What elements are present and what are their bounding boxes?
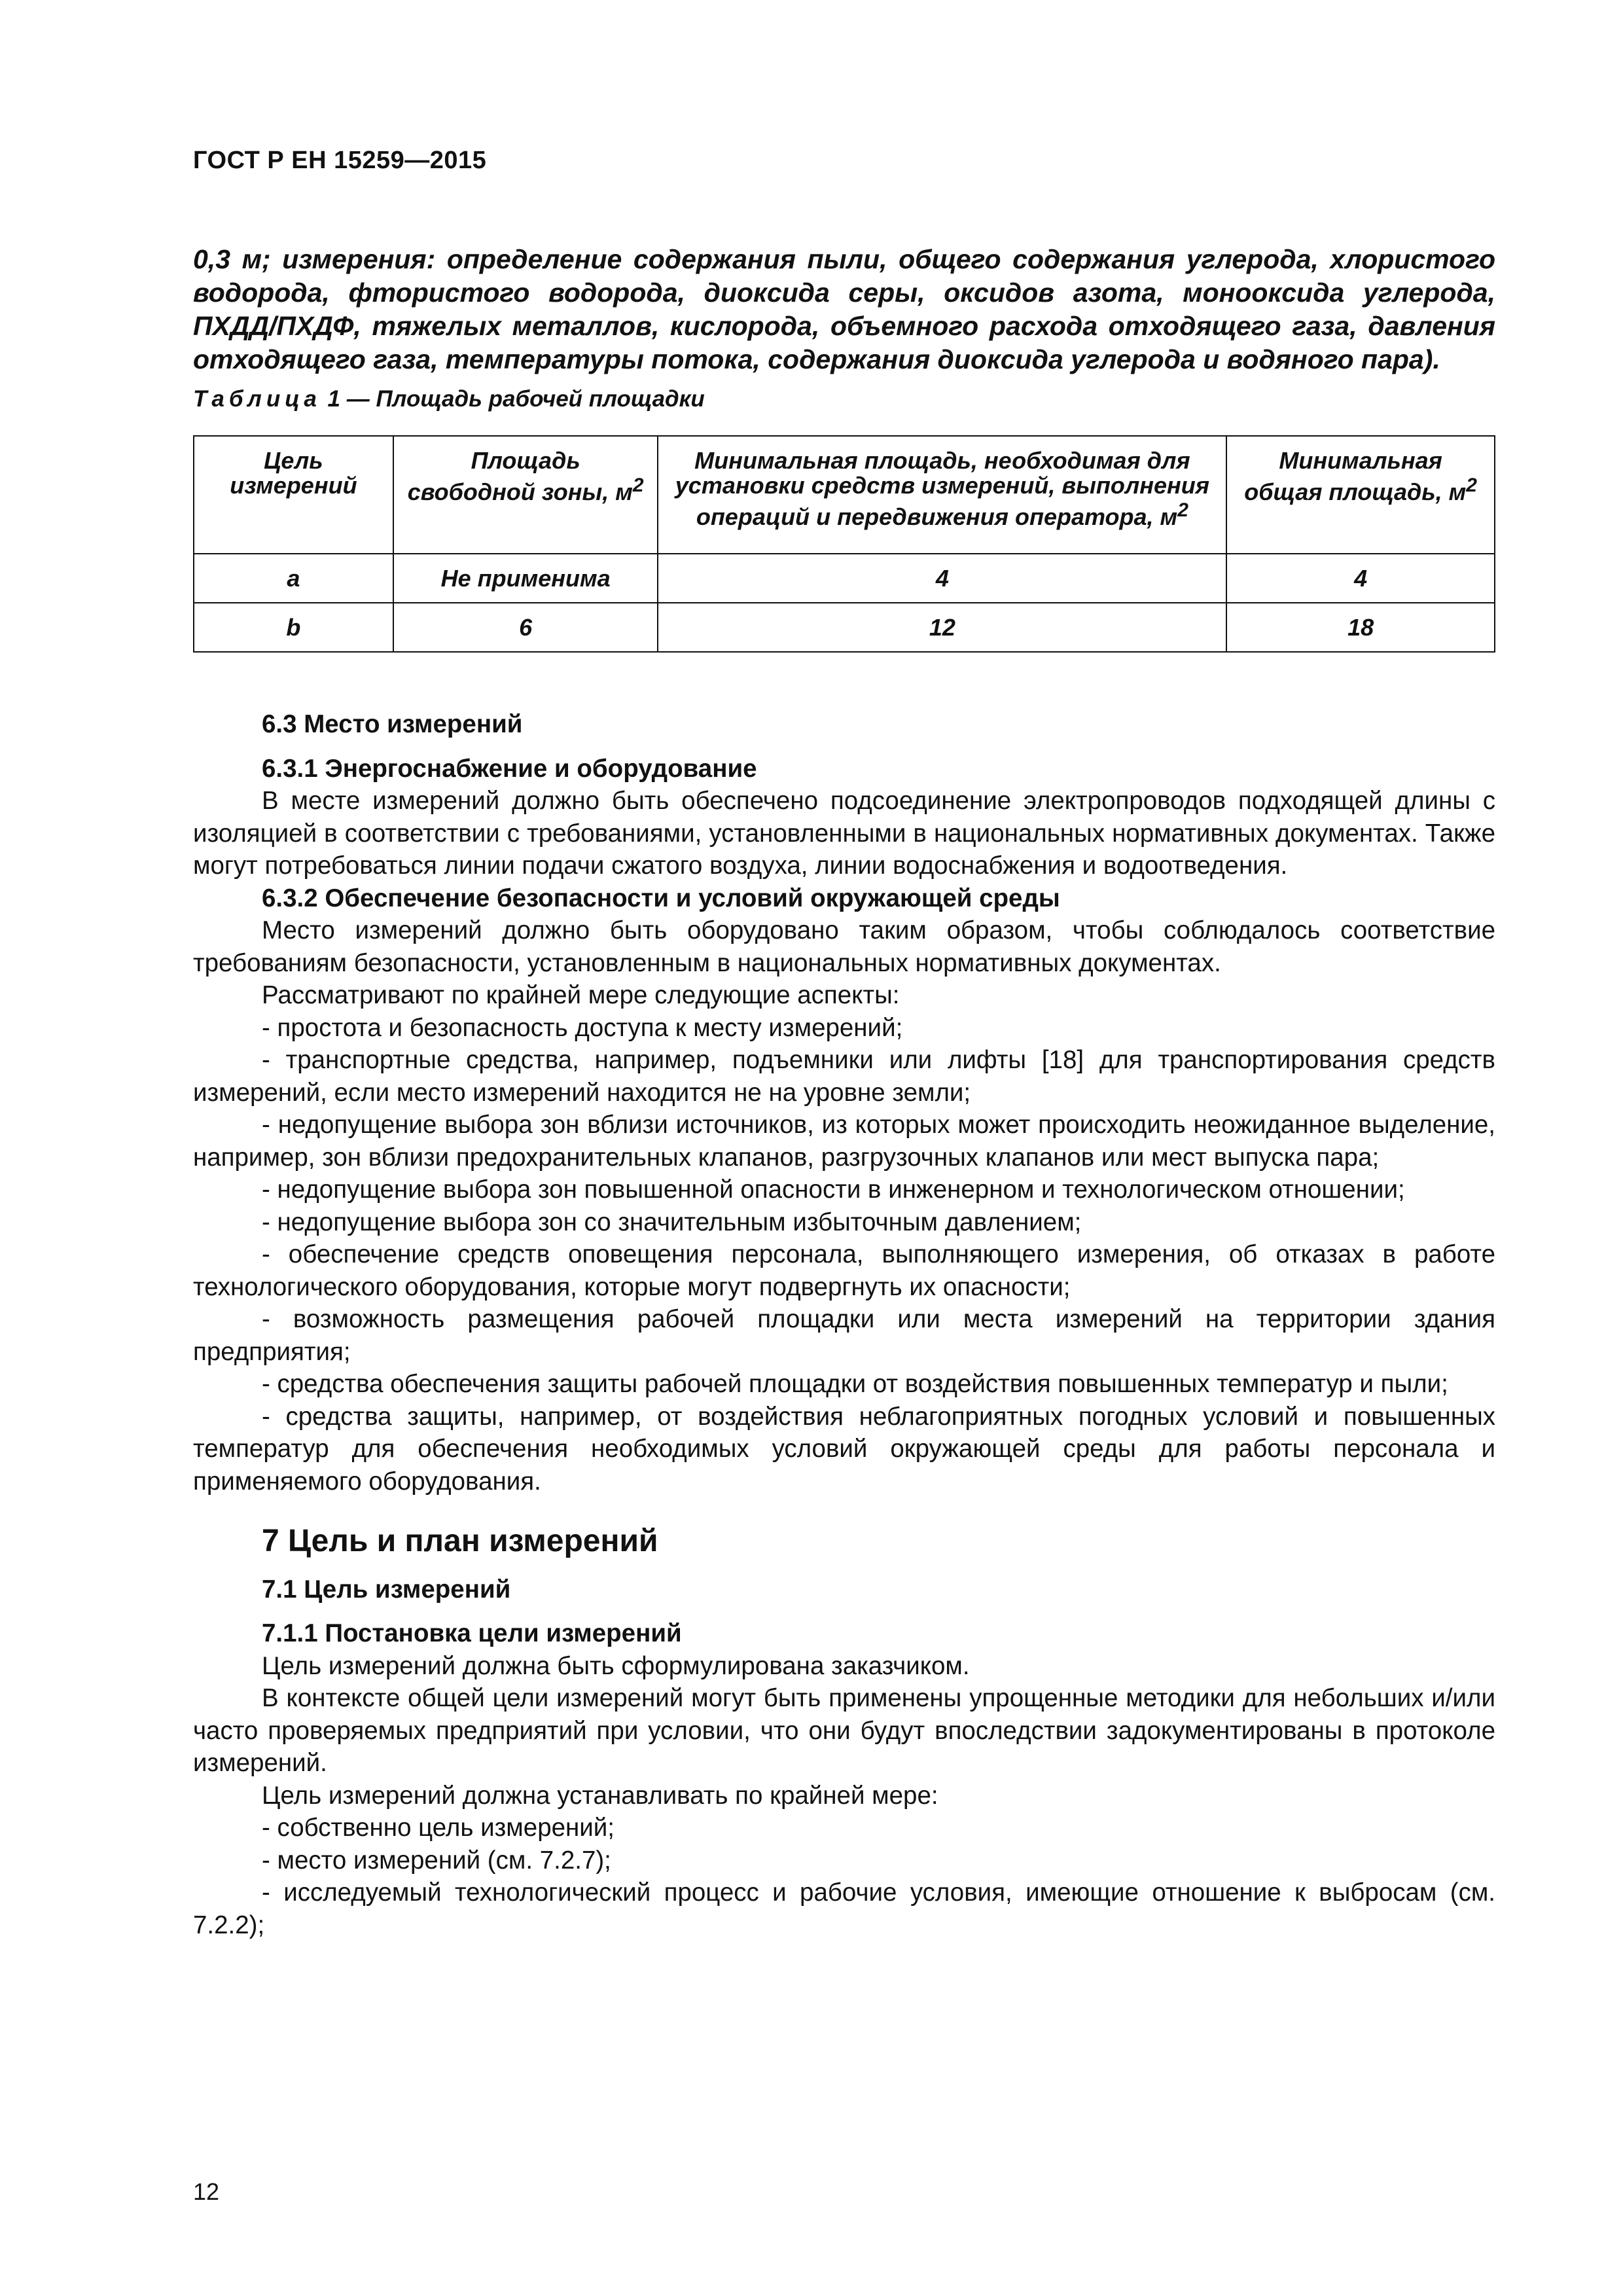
page-number: 12: [193, 2178, 220, 2205]
list-item: - простота и безопасность доступа к месту измерений;: [262, 1013, 903, 1042]
list-item: - возможность размещения рабочей площадки или места измерений на территории здания предприятия;: [193, 1305, 1495, 1366]
header-free-zone: Площадь свободной зоны, $м^2$: [393, 436, 658, 554]
paragraph: В контексте общей цели измерений могут быть применены упрощенные методики для небольших и/или часто проверяемых предприятий при условии, что они будут впоследствии задокументированы в протоколе измерений.: [193, 1684, 1495, 1777]
cell-min-area: 12: [658, 603, 1226, 652]
document-code: ГОСТ Р ЕН 15259—2015: [193, 147, 487, 174]
cell-total-area: 18: [1226, 603, 1495, 652]
cell-goal: b: [194, 603, 393, 652]
header-min-area: Минимальная площадь, необходимая для установки средств измерений, выполнения операций и передвижения оператора, $м^2$: [658, 436, 1226, 554]
table-caption: [193, 386, 705, 412]
header-total-area: Минимальная общая площадь, $м^2$: [1226, 436, 1495, 554]
list-item: - недопущение выбора зон со значительным избыточным давлением;: [262, 1208, 1082, 1236]
cell-goal: a: [194, 554, 393, 603]
subsection-heading: 7.1.1 Постановка цели измерений: [262, 1619, 682, 1647]
table-caption-word: Таблица: [193, 386, 321, 412]
cell-min-area: 4: [658, 554, 1226, 603]
list-item: - недопущение выбора зон повышенной опасности в инженерном и технологическом отношении;: [262, 1175, 1405, 1204]
table-row: [194, 554, 1495, 603]
work-area-table: [193, 435, 1495, 653]
cell-free-zone: Не применима: [393, 554, 658, 603]
header-goal: Цель измерений: [194, 436, 393, 554]
section-heading: 6.3 Место измерений: [262, 710, 523, 738]
section-heading: 7.1 Цель измерений: [262, 1575, 511, 1604]
cell-total-area: 4: [1226, 554, 1495, 603]
table-row: [194, 603, 1495, 652]
cell-free-zone: 6: [393, 603, 658, 652]
paragraph: Место измерений должно быть оборудовано таким образом, чтобы соблюдалось соответствие требованиям безопасности, установленным в национальных нормативных документах.: [193, 916, 1495, 977]
list-item: - обеспечение средств оповещения персонала, выполняющего измерения, об отказах в работе технологического оборудования, которые могут подвергнуть их опасности;: [193, 1240, 1495, 1301]
paragraph: Цель измерений должна быть сформулирована заказчиком.: [262, 1651, 970, 1680]
list-item: - недопущение выбора зон вблизи источников, из которых может происходить неожиданное выделение, например, зон вблизи предохранительных клапанов, разгрузочных клапанов или мест выпуска пара;: [193, 1111, 1495, 1172]
chapter-heading: 7 Цель и план измерений: [262, 1524, 658, 1558]
document-body: [193, 708, 1495, 1941]
paragraph: Цель измерений должна устанавливать по крайней мере:: [262, 1781, 938, 1810]
paragraph: Рассматривают по крайней мере следующие аспекты:: [262, 981, 900, 1009]
subsection-heading: 6.3.1 Энергоснабжение и оборудование: [262, 754, 757, 783]
list-item: - собственно цель измерений;: [262, 1814, 615, 1842]
subsection-heading: 6.3.2 Обеспечение безопасности и условий окружающей среды: [262, 884, 1060, 912]
list-item: - исследуемый технологический процесс и рабочие условия, имеющие отношение к выбросам (см. 7.2.2);: [193, 1878, 1495, 1939]
intro-paragraph: 0,3 м; измерения: определение содержания пыли, общего содержания углерода, хлористого водорода, фтористого водорода, диоксида серы, оксидов азота, монооксида углерода, ПХДД/ПХДФ, тяжелых металлов, кислорода, объемного расхода отходящего газа, давления отходящего газа, температуры потока, содержания диоксида углерода и водяного пара).: [193, 244, 1495, 374]
list-item: - средства защиты, например, от воздействия неблагоприятных погодных условий и повышенных температур для обеспечения необходимых условий окружающей среды для работы персонала и применяемого оборудования.: [193, 1402, 1495, 1496]
table-caption-title: 1 — Площадь рабочей площадки: [321, 386, 705, 412]
list-item: - место измерений (см. 7.2.7);: [262, 1846, 611, 1874]
list-item: - транспортные средства, например, подъемники или лифты [18] для транспортирования средств измерений, если место измерений находится не на уровне земли;: [193, 1046, 1495, 1107]
table-header-row: [194, 436, 1495, 554]
paragraph: В месте измерений должно быть обеспечено подсоединение электропроводов подходящей длины с изоляцией в соответствии с требованиями, установленными в национальных нормативных документах. Также могут потребоваться линии подачи сжатого воздуха, линии водоснабжения и водоотведения.: [193, 787, 1495, 880]
list-item: - средства обеспечения защиты рабочей площадки от воздействия повышенных температур и пыли;: [262, 1370, 1448, 1398]
